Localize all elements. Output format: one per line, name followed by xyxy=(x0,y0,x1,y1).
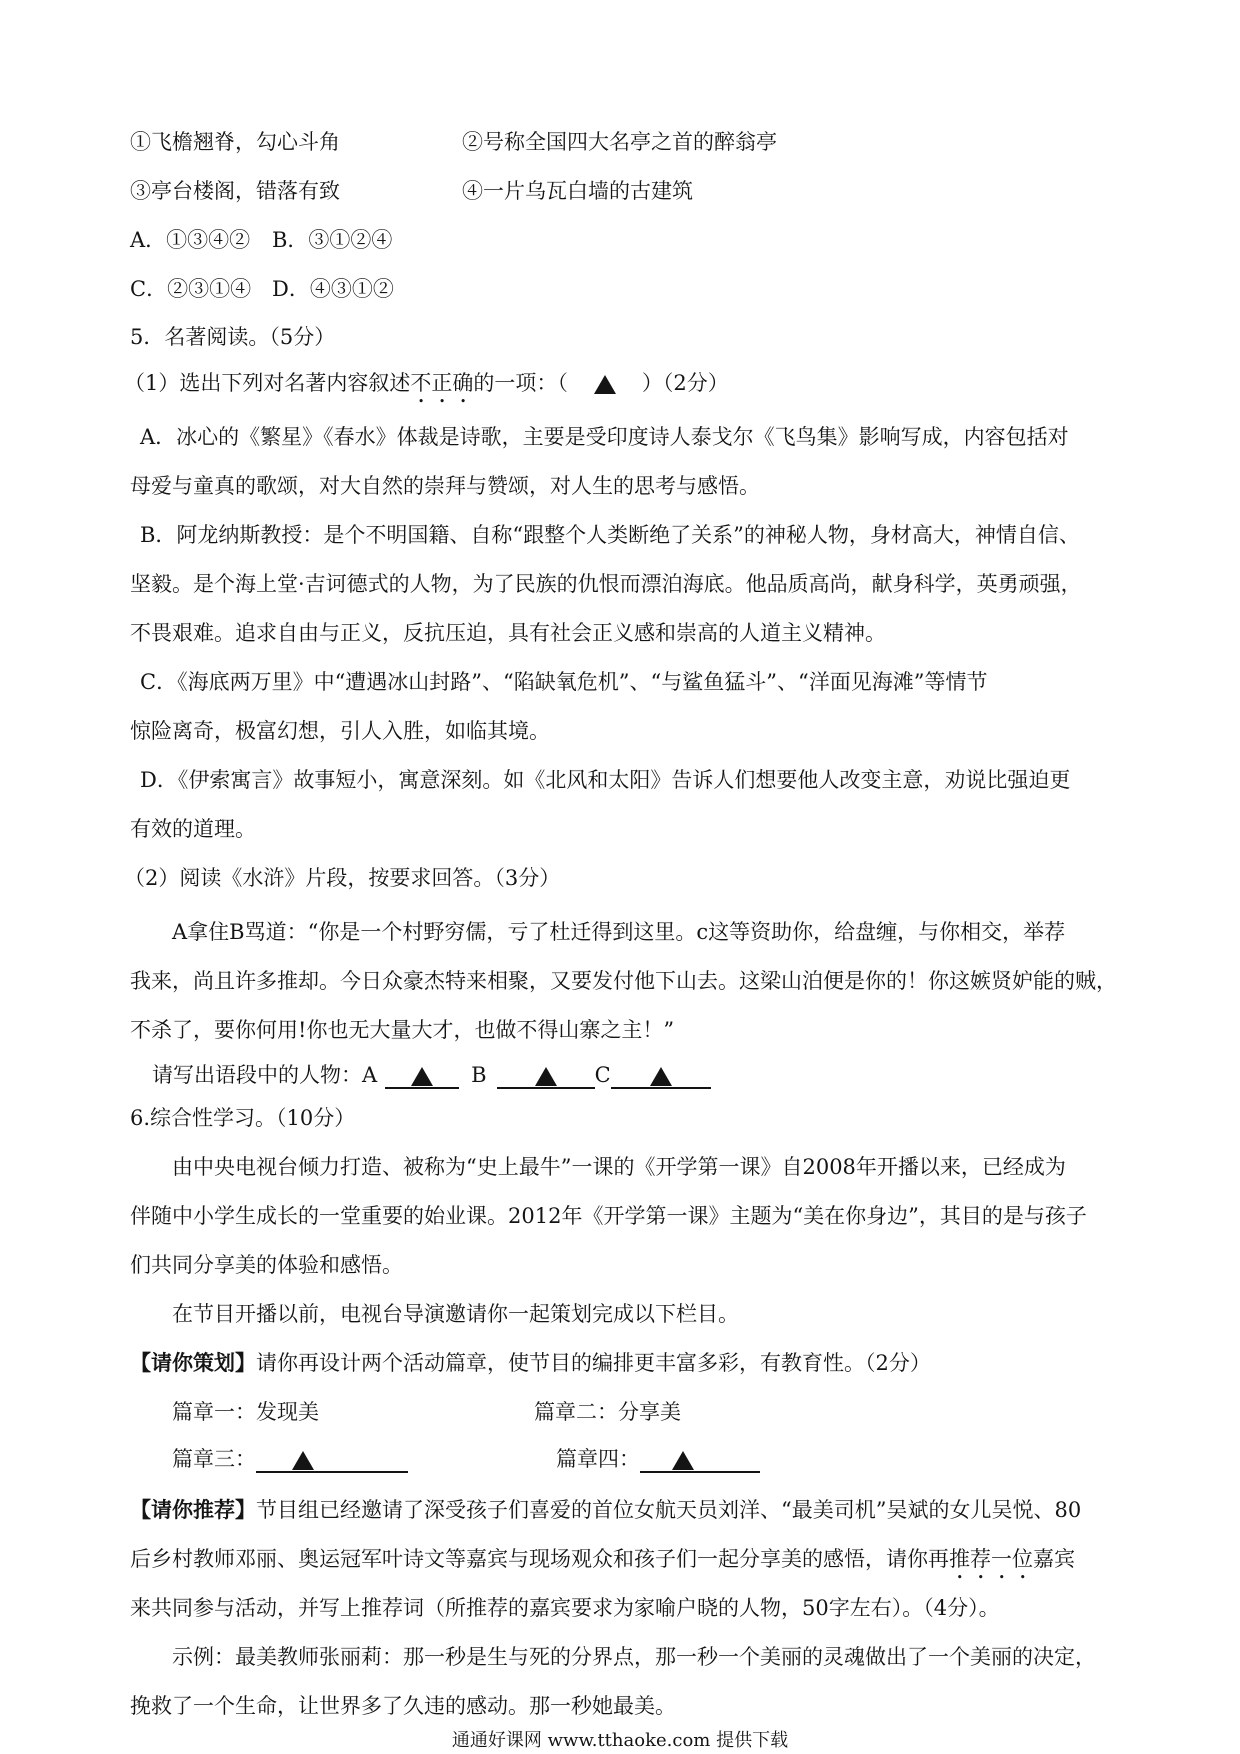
recommend-text2a: 后乡村教师邓丽、奥运冠军叶诗文等嘉宾与现场观众和孩子们一起分享美的感悟，请你再 xyxy=(130,1547,949,1571)
q5-d-line1: D．《伊索寓言》故事短小，寓意深刻。如《北风和太阳》告诉人们想要他人改变主意，劝说比强迫更 xyxy=(140,768,1071,792)
answer-blank-c[interactable] xyxy=(611,1061,711,1089)
q5-sub1-close: ）（2分） xyxy=(641,371,729,395)
option-4: ④一片乌瓦白墙的古建筑 xyxy=(462,179,693,203)
option-1: ①飞檐翘脊，勾心斗角 xyxy=(130,130,340,154)
example-line1: 示例：最美教师张丽莉：那一秒是生与死的分界点，那一秒一个美丽的灵魂做出了一个美丽的决定， xyxy=(172,1645,1096,1669)
chapter-3-blank[interactable] xyxy=(256,1445,408,1473)
plan-text: 请你再设计两个活动篇章，使节目的编排更丰富多彩，有教育性。（2分） xyxy=(256,1351,931,1375)
q6-p1-line3: 们共同分享美的体验和感悟。 xyxy=(130,1253,403,1277)
q6-title: 6.综合性学习。（10分） xyxy=(130,1106,356,1130)
choice-c: C．②③①④ xyxy=(130,277,252,301)
recommend-emph: 推荐一位 xyxy=(949,1547,1033,1571)
recommend-tag: 【请你推荐】 xyxy=(130,1497,256,1522)
recommend-line2 xyxy=(130,1545,1075,1584)
q5-sub1-post: 的一项：（ xyxy=(473,371,568,395)
option-3: ③亭台楼阁，错落有致 xyxy=(130,179,340,203)
choice-a: A．①③④② xyxy=(130,228,251,252)
answer-triangle-icon xyxy=(672,1451,694,1470)
chapter-3-row xyxy=(172,1445,408,1473)
option-2: ②号称全国四大名亭之首的醉翁亭 xyxy=(462,130,777,154)
passage-line3: 不杀了，要你何用!你也无大量大才，也做不得山寨之主！” xyxy=(130,1018,675,1042)
q5-a-line2: 母爱与童真的歌颂，对大自然的崇拜与赞颂，对人生的思考与感悟。 xyxy=(130,474,760,498)
plan-section xyxy=(130,1349,931,1377)
choice-b: B．③①②④ xyxy=(272,228,393,252)
q5-c-line2: 惊险离奇，极富幻想，引人入胜，如临其境。 xyxy=(130,719,550,743)
q5-sub2: （2）阅读《水浒》片段，按要求回答。（3分） xyxy=(124,866,561,890)
q5-d-line2: 有效的道理。 xyxy=(130,817,256,841)
q6-p1-line2: 伴随中小学生成长的一堂重要的始业课。2012年《开学第一课》主题为“美在你身边”，其目的是与孩子 xyxy=(130,1204,1087,1228)
q5-sub1-emph: 不正确 xyxy=(410,371,474,395)
q5-sub1-pre: （1）选出下列对名著内容叙述 xyxy=(124,371,411,395)
page-footer: 通通好课网 www.tthaoke.com 提供下载 xyxy=(451,1730,789,1751)
ask-prefix: 请写出语段中的人物：A xyxy=(152,1063,378,1087)
q5-b-line1: B．阿龙纳斯教授：是个不明国籍、自称“跟整个人类断绝了关系”的神秘人物，身材高大，神情自信、 xyxy=(140,523,1080,547)
recommend-text2b: 嘉宾 xyxy=(1033,1547,1075,1571)
passage-line2: 我来，尚且许多推却。今日众豪杰特来相聚，又要发付他下山去。这梁山泊便是你的！你这嫉贤妒能的贼， xyxy=(130,969,1117,993)
example-line2: 挽救了一个生命，让世界多了久违的感动。那一秒她最美。 xyxy=(130,1694,676,1718)
chapter-1: 篇章一：发现美 xyxy=(172,1400,319,1424)
recommend-line3: 来共同参与活动，并写上推荐词（所推荐的嘉宾要求为家喻户晓的人物，50字左右）。（4分）。 xyxy=(130,1596,1000,1620)
q6-p2: 在节目开播以前，电视台导演邀请你一起策划完成以下栏目。 xyxy=(172,1302,739,1326)
answer-blank-a[interactable] xyxy=(385,1061,459,1089)
chapter-4-row xyxy=(556,1445,760,1473)
answer-triangle-icon xyxy=(535,1067,557,1086)
chapter-2: 篇章二：分享美 xyxy=(534,1400,681,1424)
q5-b-line3: 不畏艰难。追求自由与正义，反抗压迫，具有社会正义感和崇高的人道主义精神。 xyxy=(130,621,886,645)
chapter-4-label: 篇章四： xyxy=(556,1447,640,1471)
answer-blank-b[interactable] xyxy=(497,1061,595,1089)
plan-tag: 【请你策划】 xyxy=(130,1350,256,1375)
choice-d: D．④③①② xyxy=(272,277,394,301)
chapter-4-blank[interactable] xyxy=(640,1445,760,1473)
passage-line1: A拿住B骂道：“你是一个村野穷儒，亏了杜迁得到这里。c这等资助你，给盘缠，与你相交，举荐 xyxy=(172,920,1066,944)
chapter-3-label: 篇章三： xyxy=(172,1447,256,1471)
ask-b-label: B xyxy=(471,1063,487,1087)
recommend-line1 xyxy=(130,1496,1081,1524)
recommend-text1: 节目组已经邀请了深受孩子们喜爱的首位女航天员刘洋、“最美司机”吴斌的女儿吴悦、80 xyxy=(256,1498,1082,1522)
answer-triangle-icon xyxy=(650,1067,672,1086)
ask-c-label: C xyxy=(594,1063,611,1087)
q5-ask xyxy=(152,1061,711,1089)
q5-title: 5．名著阅读。（5分） xyxy=(130,325,336,349)
answer-triangle-icon xyxy=(594,375,616,394)
q5-b-line2: 坚毅。是个海上堂·吉诃德式的人物，为了民族的仇恨而漂泊海底。他品质高尚，献身科学，英勇顽强， xyxy=(130,572,1082,596)
q5-c-line1: C．《海底两万里》中“遭遇冰山封路”、“陷缺氧危机”、“与鲨鱼猛斗”、“洋面见海滩”等情节 xyxy=(140,670,988,694)
q5-sub1 xyxy=(124,369,729,408)
answer-triangle-icon xyxy=(411,1067,433,1086)
q6-p1-line1: 由中央电视台倾力打造、被称为“史上最牛”一课的《开学第一课》自2008年开播以来，已经成为 xyxy=(172,1155,1066,1179)
q5-a-line1: A．冰心的《繁星》《春水》体裁是诗歌，主要是受印度诗人泰戈尔《飞鸟集》影响写成，内容包括对 xyxy=(140,425,1069,449)
answer-triangle-icon xyxy=(292,1451,314,1470)
